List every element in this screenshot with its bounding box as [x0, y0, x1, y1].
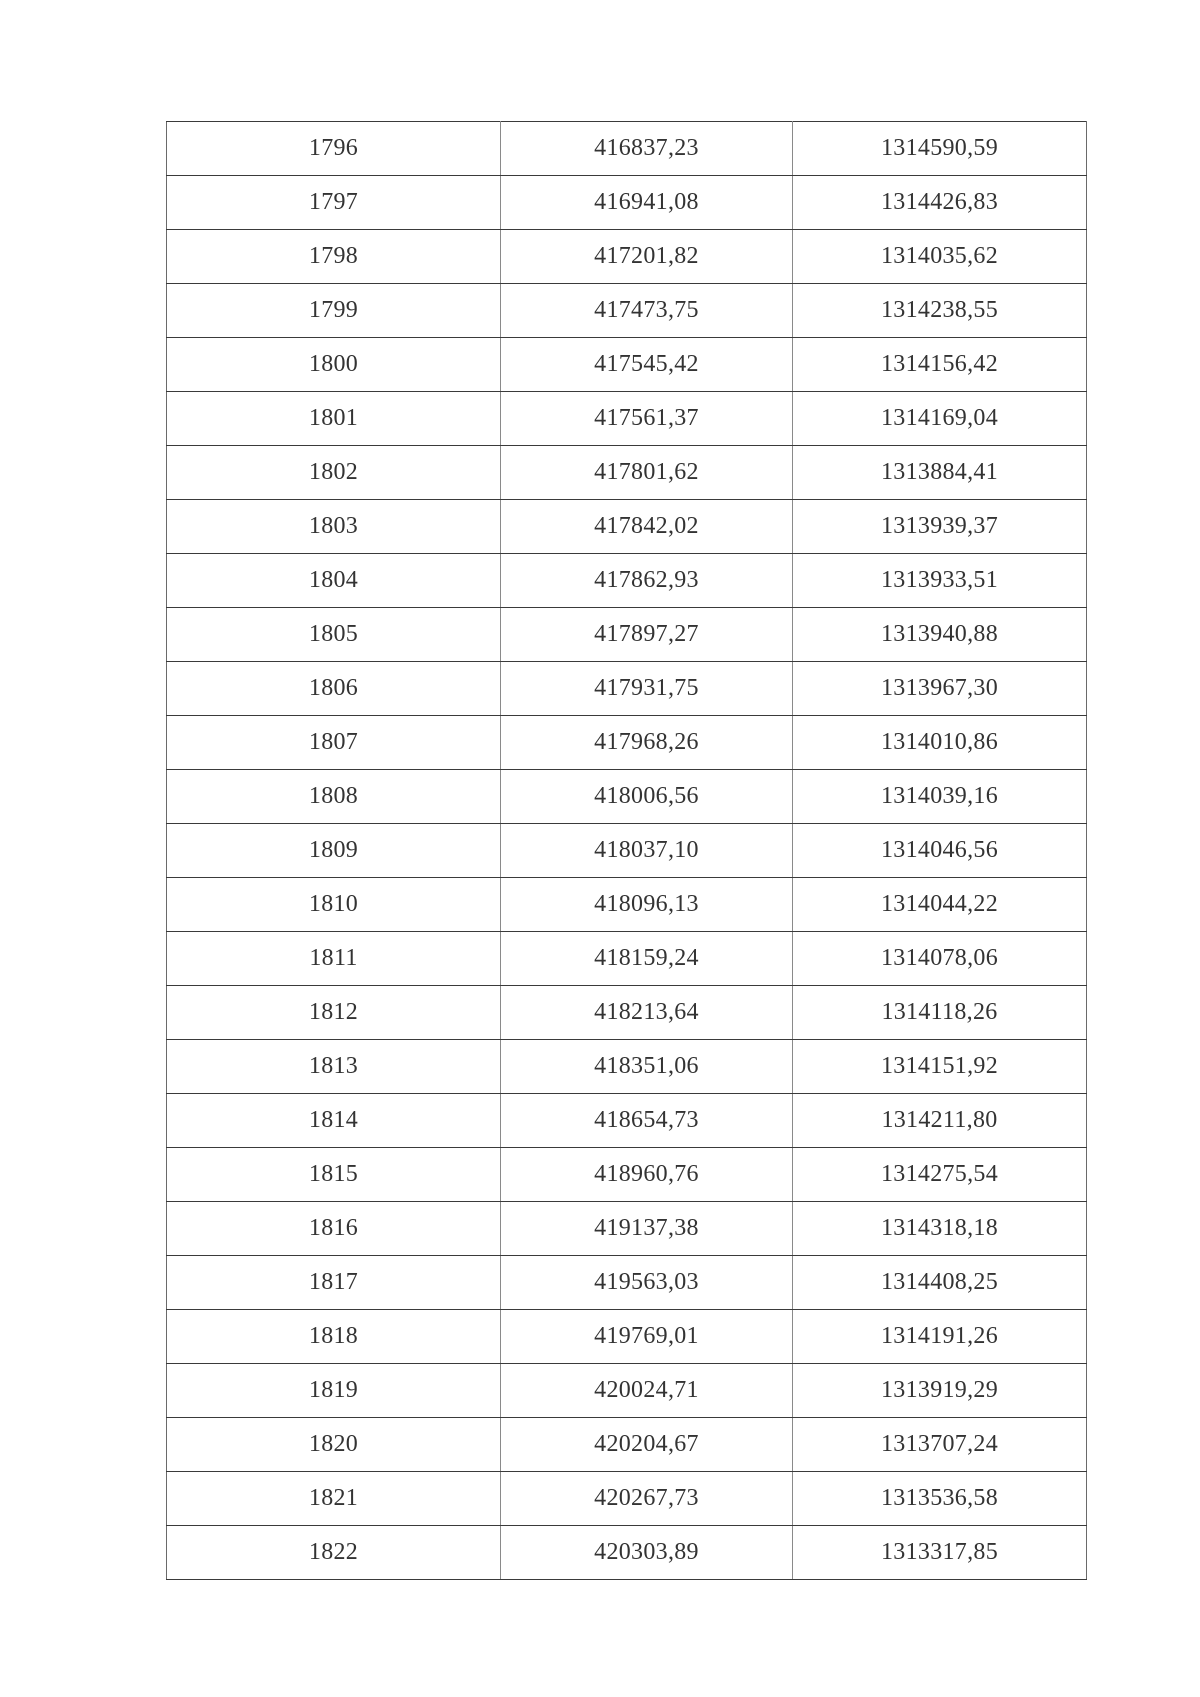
y-coordinate-cell: 1313536,58	[793, 1472, 1087, 1526]
y-coordinate-cell: 1313884,41	[793, 446, 1087, 500]
x-coordinate-cell: 417897,27	[501, 608, 793, 662]
y-coordinate-cell: 1314010,86	[793, 716, 1087, 770]
x-coordinate-cell: 416941,08	[501, 176, 793, 230]
point-number-cell: 1822	[167, 1526, 501, 1580]
x-coordinate-cell: 418006,56	[501, 770, 793, 824]
x-coordinate-cell: 420024,71	[501, 1364, 793, 1418]
x-coordinate-cell: 416837,23	[501, 122, 793, 176]
y-coordinate-cell: 1314039,16	[793, 770, 1087, 824]
table-row	[167, 554, 1087, 608]
x-coordinate-cell: 418960,76	[501, 1148, 793, 1202]
table-row	[167, 122, 1087, 176]
table-row	[167, 338, 1087, 392]
x-coordinate-cell: 417931,75	[501, 662, 793, 716]
table-row	[167, 824, 1087, 878]
x-coordinate-cell: 417545,42	[501, 338, 793, 392]
y-coordinate-cell: 1313940,88	[793, 608, 1087, 662]
coordinates-table-body	[167, 122, 1087, 1580]
y-coordinate-cell: 1314078,06	[793, 932, 1087, 986]
y-coordinate-cell: 1314318,18	[793, 1202, 1087, 1256]
point-number-cell: 1807	[167, 716, 501, 770]
y-coordinate-cell: 1314238,55	[793, 284, 1087, 338]
table-row	[167, 770, 1087, 824]
table-row	[167, 932, 1087, 986]
table-row	[167, 1040, 1087, 1094]
point-number-cell: 1804	[167, 554, 501, 608]
x-coordinate-cell: 418096,13	[501, 878, 793, 932]
x-coordinate-cell: 417561,37	[501, 392, 793, 446]
y-coordinate-cell: 1314426,83	[793, 176, 1087, 230]
y-coordinate-cell: 1314275,54	[793, 1148, 1087, 1202]
point-number-cell: 1797	[167, 176, 501, 230]
table-row	[167, 878, 1087, 932]
table-row	[167, 500, 1087, 554]
x-coordinate-cell: 418159,24	[501, 932, 793, 986]
table-row	[167, 284, 1087, 338]
x-coordinate-cell: 420204,67	[501, 1418, 793, 1472]
y-coordinate-cell: 1314118,26	[793, 986, 1087, 1040]
point-number-cell: 1800	[167, 338, 501, 392]
table-row	[167, 1526, 1087, 1580]
table-row	[167, 176, 1087, 230]
point-number-cell: 1815	[167, 1148, 501, 1202]
y-coordinate-cell: 1313933,51	[793, 554, 1087, 608]
point-number-cell: 1808	[167, 770, 501, 824]
y-coordinate-cell: 1313967,30	[793, 662, 1087, 716]
point-number-cell: 1817	[167, 1256, 501, 1310]
x-coordinate-cell: 418213,64	[501, 986, 793, 1040]
y-coordinate-cell: 1313939,37	[793, 500, 1087, 554]
point-number-cell: 1813	[167, 1040, 501, 1094]
x-coordinate-cell: 418654,73	[501, 1094, 793, 1148]
point-number-cell: 1809	[167, 824, 501, 878]
y-coordinate-cell: 1313919,29	[793, 1364, 1087, 1418]
table-row	[167, 716, 1087, 770]
point-number-cell: 1810	[167, 878, 501, 932]
y-coordinate-cell: 1314151,92	[793, 1040, 1087, 1094]
point-number-cell: 1805	[167, 608, 501, 662]
y-coordinate-cell: 1314408,25	[793, 1256, 1087, 1310]
table-row	[167, 986, 1087, 1040]
y-coordinate-cell: 1314044,22	[793, 878, 1087, 932]
y-coordinate-cell: 1314590,59	[793, 122, 1087, 176]
table-row	[167, 1148, 1087, 1202]
y-coordinate-cell: 1313707,24	[793, 1418, 1087, 1472]
y-coordinate-cell: 1314211,80	[793, 1094, 1087, 1148]
point-number-cell: 1802	[167, 446, 501, 500]
y-coordinate-cell: 1314169,04	[793, 392, 1087, 446]
point-number-cell: 1820	[167, 1418, 501, 1472]
point-number-cell: 1811	[167, 932, 501, 986]
point-number-cell: 1821	[167, 1472, 501, 1526]
point-number-cell: 1806	[167, 662, 501, 716]
table-row	[167, 608, 1087, 662]
y-coordinate-cell: 1314046,56	[793, 824, 1087, 878]
table-row	[167, 1256, 1087, 1310]
point-number-cell: 1798	[167, 230, 501, 284]
x-coordinate-cell: 417473,75	[501, 284, 793, 338]
x-coordinate-cell: 417201,82	[501, 230, 793, 284]
table-row	[167, 1472, 1087, 1526]
table-row	[167, 1094, 1087, 1148]
y-coordinate-cell: 1314191,26	[793, 1310, 1087, 1364]
x-coordinate-cell: 419769,01	[501, 1310, 793, 1364]
point-number-cell: 1816	[167, 1202, 501, 1256]
x-coordinate-cell: 420267,73	[501, 1472, 793, 1526]
x-coordinate-cell: 417842,02	[501, 500, 793, 554]
x-coordinate-cell: 418351,06	[501, 1040, 793, 1094]
point-number-cell: 1812	[167, 986, 501, 1040]
point-number-cell: 1799	[167, 284, 501, 338]
x-coordinate-cell: 417801,62	[501, 446, 793, 500]
point-number-cell: 1796	[167, 122, 501, 176]
x-coordinate-cell: 418037,10	[501, 824, 793, 878]
x-coordinate-cell: 419563,03	[501, 1256, 793, 1310]
point-number-cell: 1819	[167, 1364, 501, 1418]
table-row	[167, 392, 1087, 446]
table-row	[167, 1364, 1087, 1418]
y-coordinate-cell: 1314035,62	[793, 230, 1087, 284]
y-coordinate-cell: 1313317,85	[793, 1526, 1087, 1580]
x-coordinate-cell: 419137,38	[501, 1202, 793, 1256]
point-number-cell: 1801	[167, 392, 501, 446]
table-row	[167, 1202, 1087, 1256]
table-row	[167, 230, 1087, 284]
table-row	[167, 446, 1087, 500]
table-row	[167, 1418, 1087, 1472]
x-coordinate-cell: 420303,89	[501, 1526, 793, 1580]
point-number-cell: 1803	[167, 500, 501, 554]
point-number-cell: 1818	[167, 1310, 501, 1364]
coordinates-table	[166, 121, 1087, 1580]
x-coordinate-cell: 417968,26	[501, 716, 793, 770]
x-coordinate-cell: 417862,93	[501, 554, 793, 608]
table-row	[167, 1310, 1087, 1364]
table-row	[167, 662, 1087, 716]
y-coordinate-cell: 1314156,42	[793, 338, 1087, 392]
point-number-cell: 1814	[167, 1094, 501, 1148]
